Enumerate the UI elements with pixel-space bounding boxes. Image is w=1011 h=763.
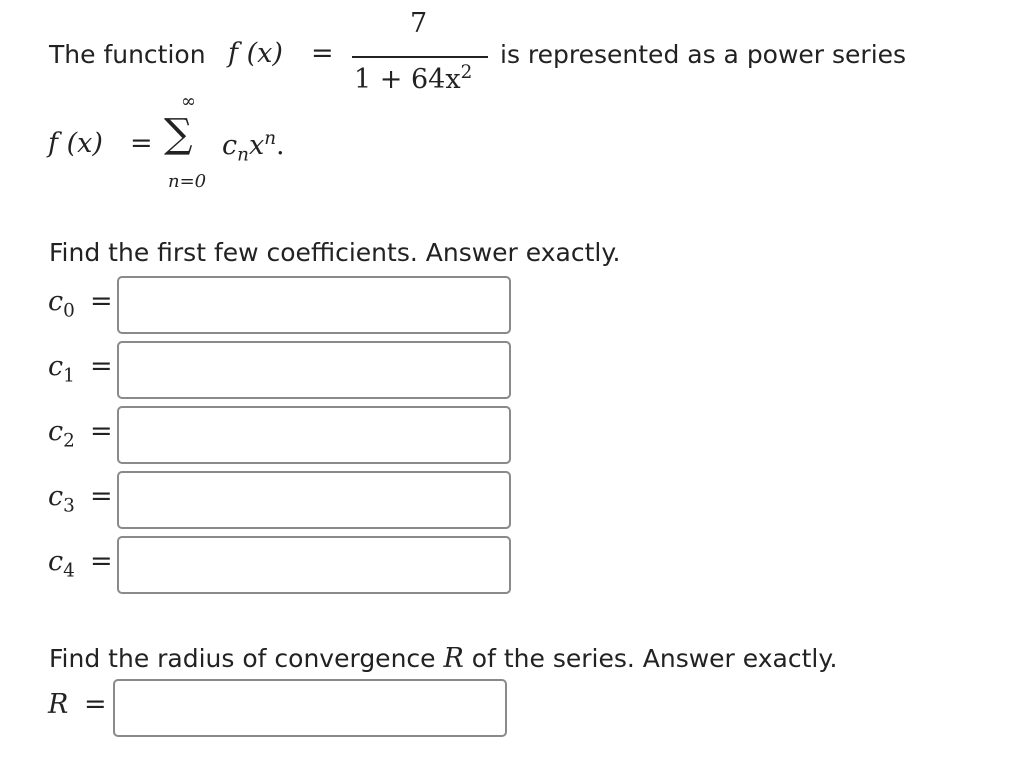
radius-label: R (48, 689, 69, 720)
radius-input[interactable] (113, 679, 507, 737)
c3-input[interactable] (117, 471, 511, 529)
sigma-lower-limit: n=0 (168, 171, 207, 192)
fraction-bar (352, 56, 488, 58)
c4-equals: = (90, 546, 113, 577)
c4-input[interactable] (117, 536, 511, 594)
series-term: $c_nx^n$. (222, 128, 285, 166)
sigma-upper-limit: ∞ (181, 91, 196, 112)
c4-label: $c_4$ (48, 546, 75, 582)
radius-prompt: Find the radius of convergence R of the series. Answer exactly. (49, 643, 838, 674)
c1-label: $c_1$ (48, 351, 75, 387)
series-equals: = (130, 128, 153, 159)
c1-equals: = (90, 351, 113, 382)
fraction-numerator: 7 (410, 8, 428, 39)
c2-equals: = (90, 416, 113, 447)
intro-suffix: is represented as a power series (500, 40, 907, 69)
c2-input[interactable] (117, 406, 511, 464)
c0-equals: = (90, 286, 113, 317)
c1-input[interactable] (117, 341, 511, 399)
sigma-symbol: ∑ (164, 111, 193, 157)
fraction-denominator: $1 + 64x^2$ (354, 62, 473, 95)
fraction-denominator-exponent: 2 (460, 62, 473, 83)
c3-label: $c_3$ (48, 481, 75, 517)
c0-input[interactable] (117, 276, 511, 334)
intro-f-of-x: f (x) (228, 38, 283, 69)
coefficients-prompt: Find the first few coefficients. Answer exactly. (49, 238, 621, 267)
series-f-of-x: f (x) (48, 128, 103, 159)
c2-label: $c_2$ (48, 416, 75, 452)
radius-prompt-symbol: R (443, 643, 464, 674)
c0-label: $c_0$ (48, 286, 75, 322)
intro-prefix: The function (49, 40, 206, 69)
intro-equals: = (311, 38, 334, 69)
c3-equals: = (90, 481, 113, 512)
radius-equals: = (84, 689, 107, 720)
